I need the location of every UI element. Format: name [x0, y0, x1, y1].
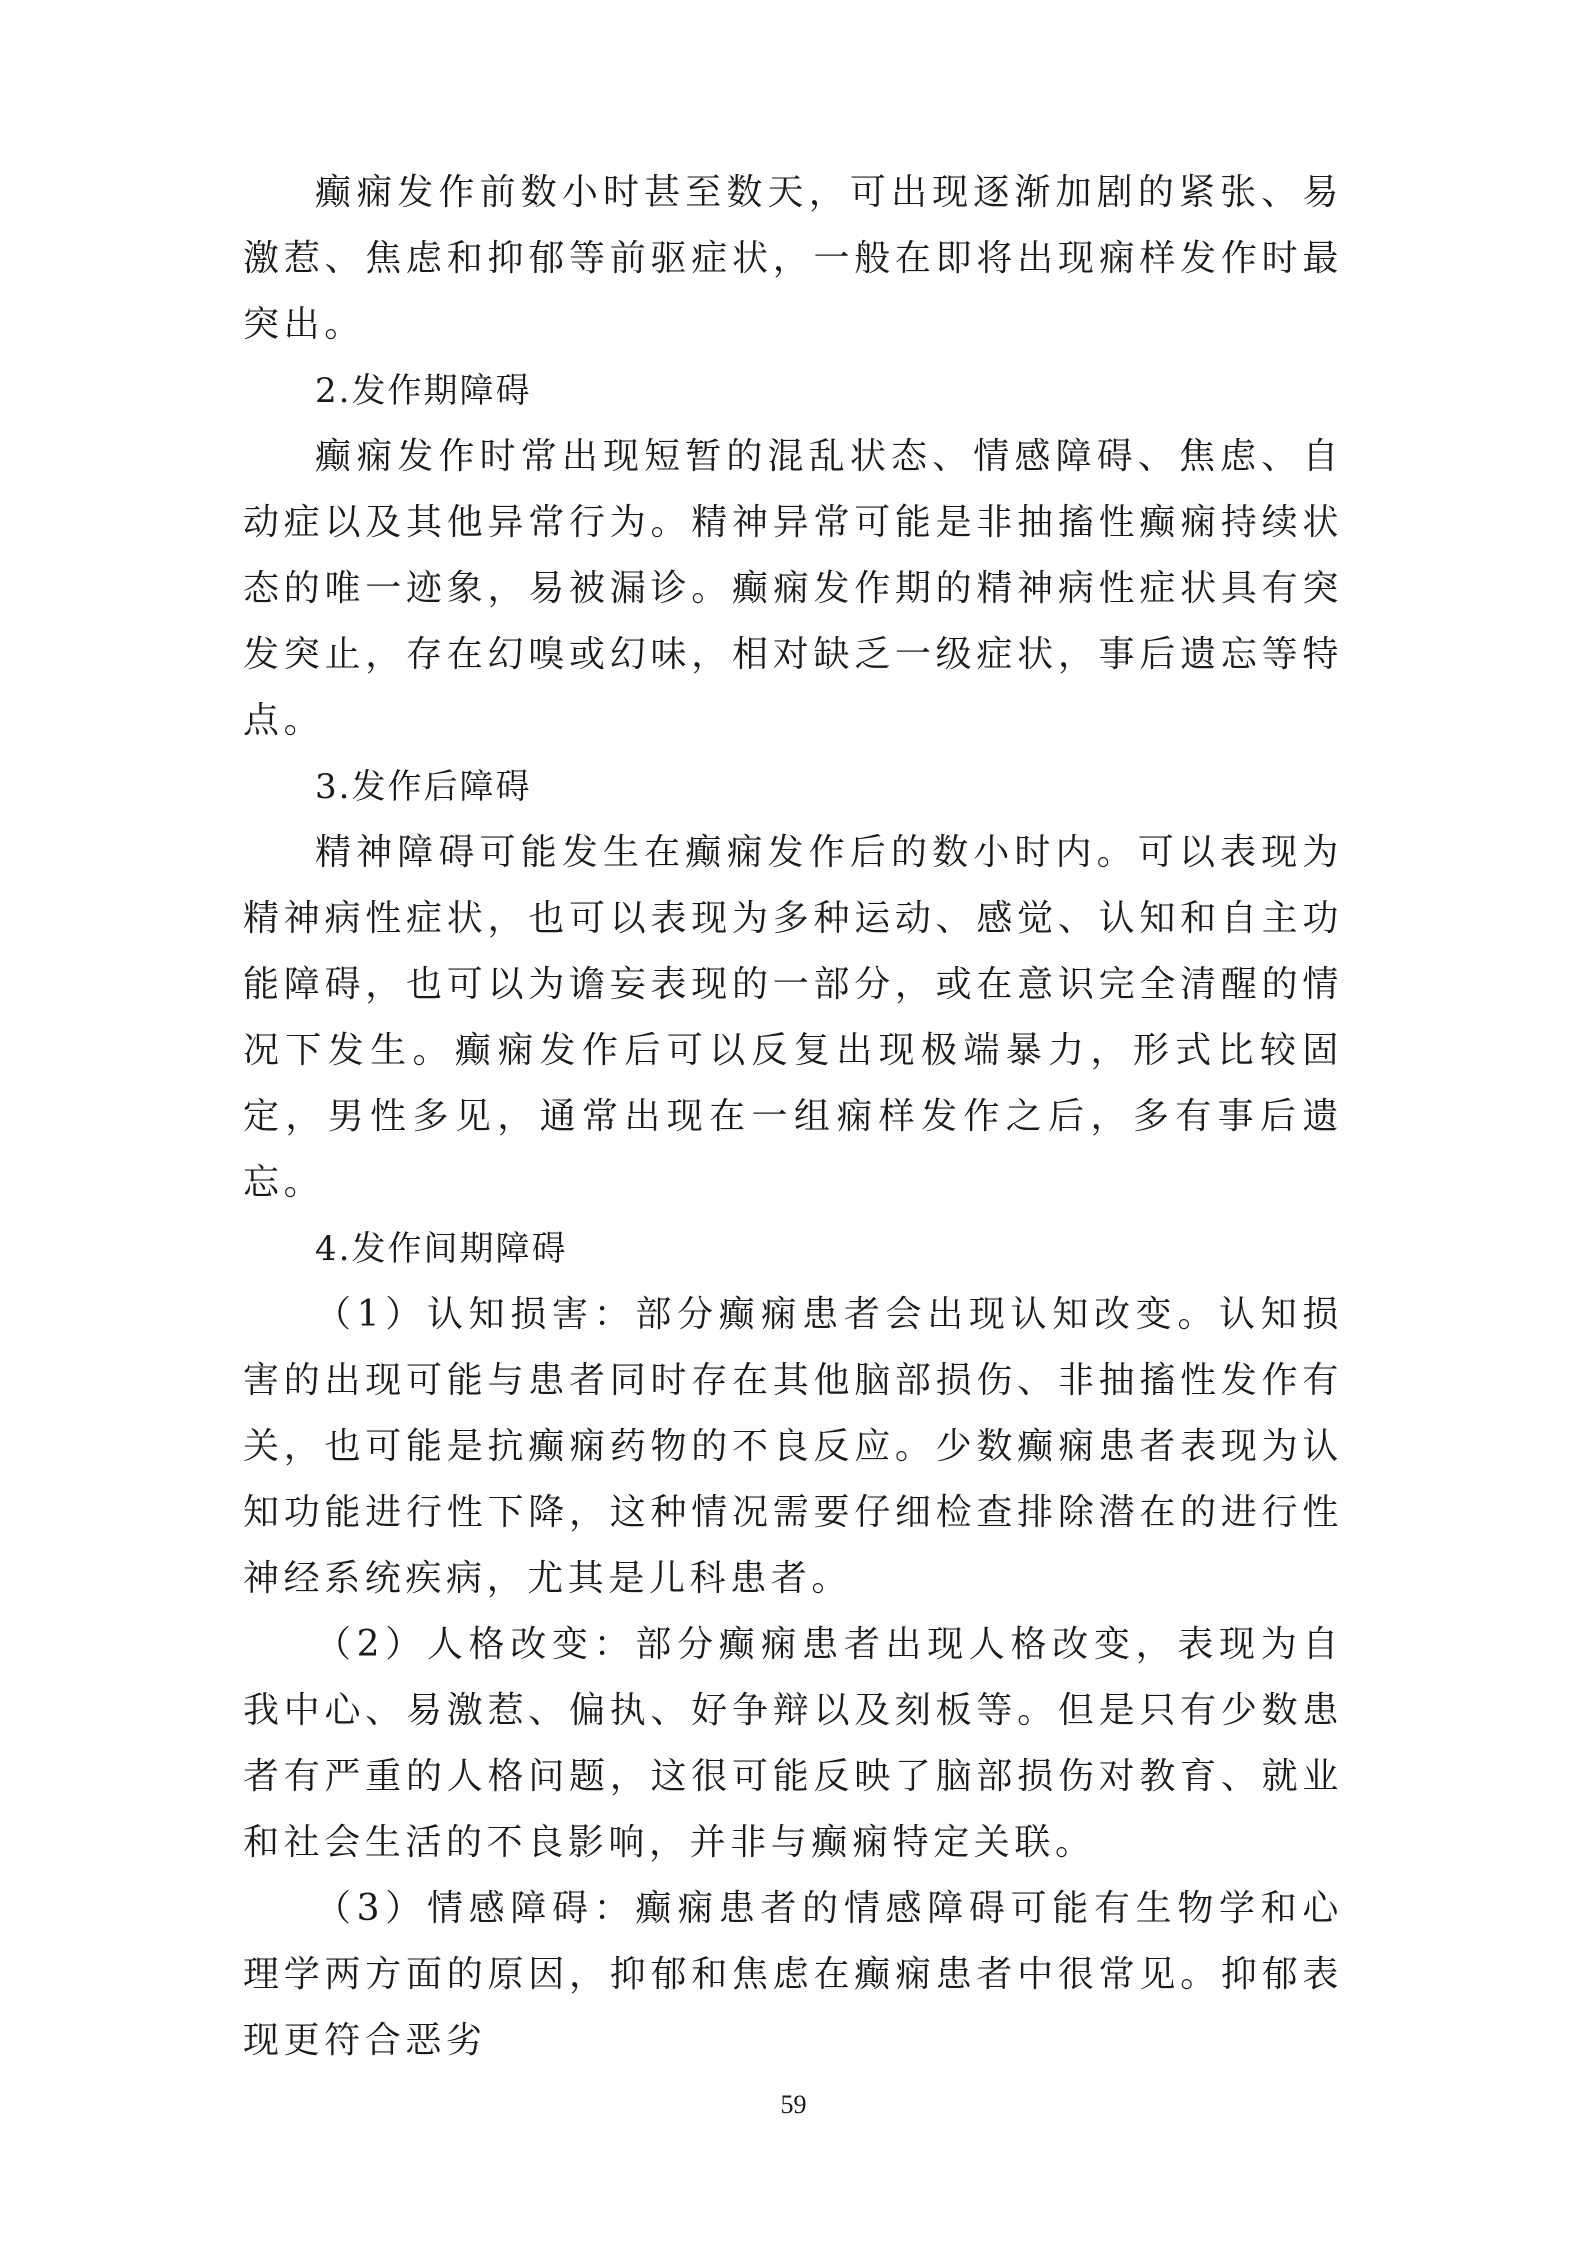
- body-text: [243, 160, 1343, 2074]
- paragraph-postictal: 精神障碍可能发生在癫痫发作后的数小时内。可以表现为精神病性症状，也可以表现为多种运动、感觉、认知和自主功能障碍，也可以为谵妄表现的一部分，或在意识完全清醒的情况下发生。癫痫发作后可以反复出现极端暴力，形式比较固定，男性多见，通常出现在一组痫样发作之后，多有事后遗忘。: [243, 832, 1343, 1203]
- paragraph-ictal: 癫痫发作时常出现短暂的混乱状态、情感障碍、焦虑、自动症以及其他异常行为。精神异常可能是非抽搐性癫痫持续状态的唯一迹象，易被漏诊。癫痫发作期的精神病性症状具有突发突止，存在幻嗅或幻味，相对缺乏一级症状，事后遗忘等特点。: [243, 436, 1343, 741]
- paragraph-cognitive: （1）认知损害：部分癫痫患者会出现认知改变。认知损害的出现可能与患者同时存在其他脑部损伤、非抽搐性发作有关，也可能是抗癫痫药物的不良反应。少数癫痫患者表现为认知功能进行性下降，这种情况需要仔细检查排除潜在的进行性神经系统疾病，尤其是儿科患者。: [243, 1294, 1343, 1599]
- page-number: 59: [780, 2090, 807, 2119]
- paragraph-prodromal: 癫痫发作前数小时甚至数天，可出现逐渐加剧的紧张、易激惹、焦虑和抑郁等前驱症状，一般在即将出现痫样发作时最突出。: [243, 172, 1343, 345]
- heading-ictal: 2.发作期障碍: [315, 371, 532, 411]
- heading-interictal: 4.发作间期障碍: [315, 1229, 568, 1269]
- paragraph-affective: （3）情感障碍：癫痫患者的情感障碍可能有生物学和心理学两方面的原因，抑郁和焦虑在癫痫患者中很常见。抑郁表现更符合恶劣: [243, 1888, 1343, 2061]
- heading-postictal: 3.发作后障碍: [315, 767, 532, 807]
- paragraph-personality: （2）人格改变：部分癫痫患者出现人格改变，表现为自我中心、易激惹、偏执、好争辩以及刻板等。但是只有少数患者有严重的人格问题，这很可能反映了脑部损伤对教育、就业和社会生活的不良影响，并非与癫痫特定关联。: [243, 1624, 1343, 1863]
